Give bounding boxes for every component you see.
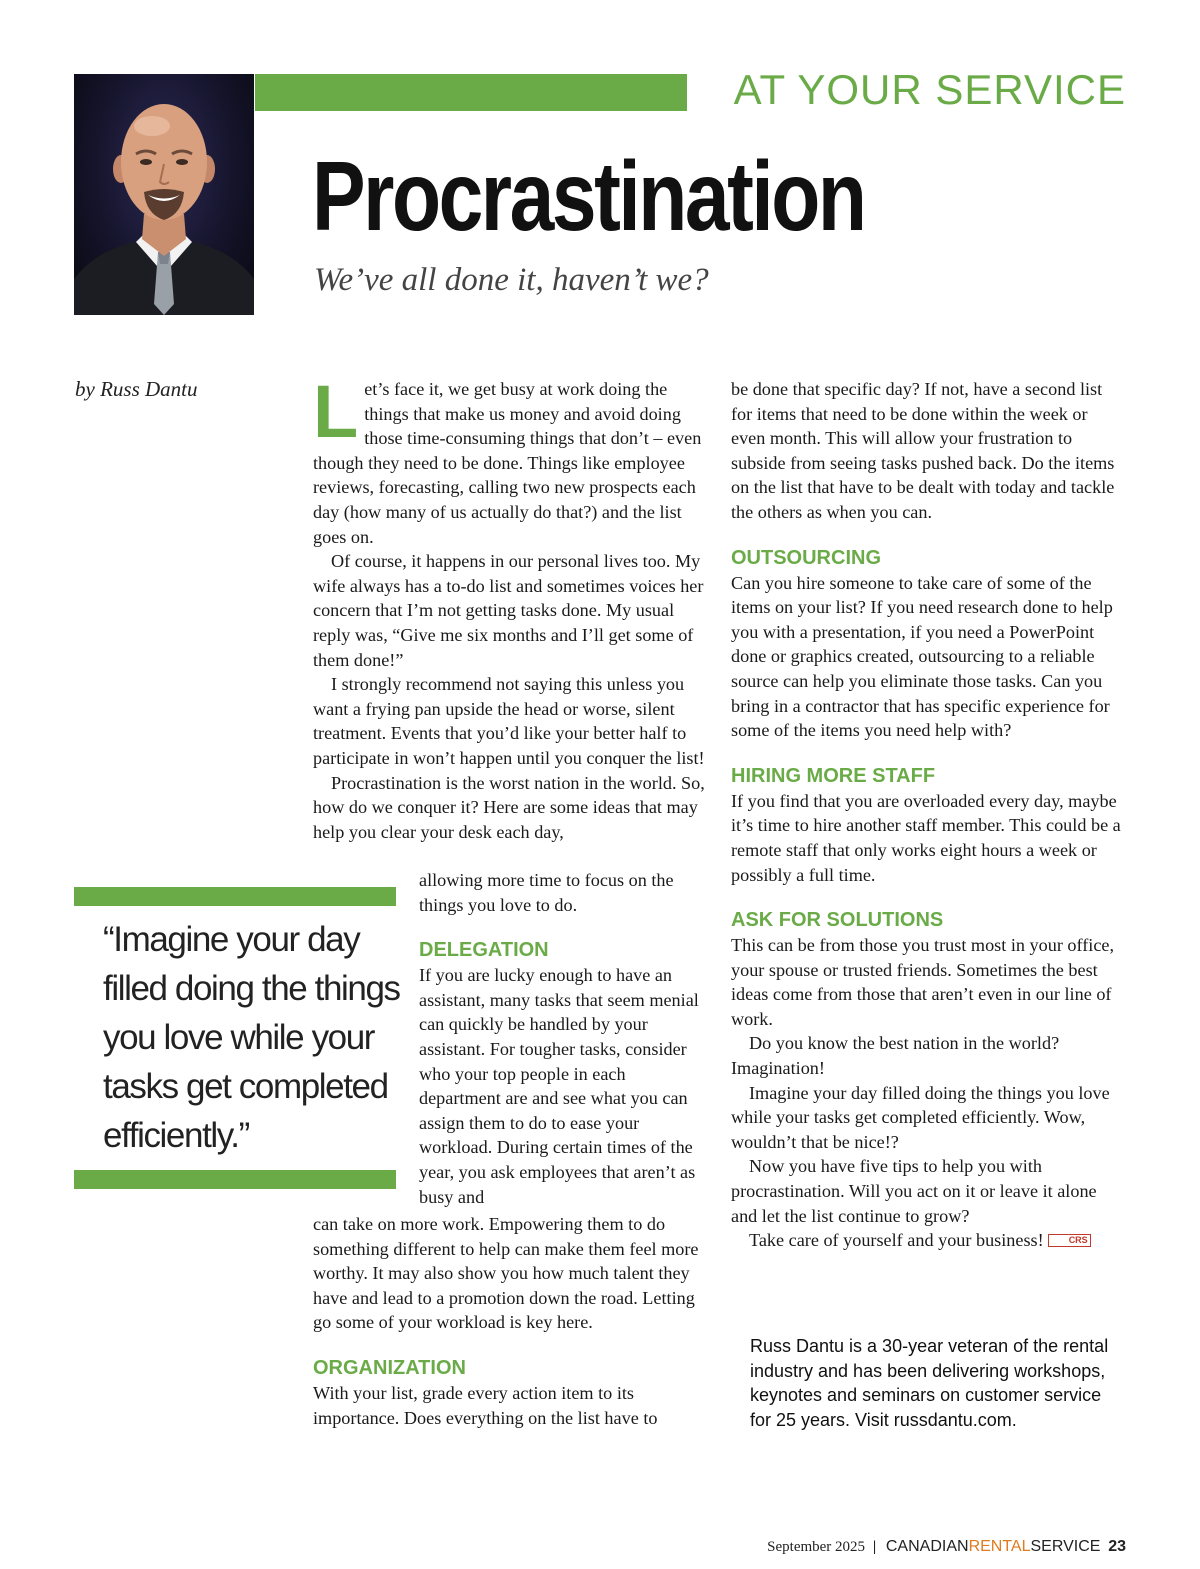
article-paragraph: Take care of yourself and your business! CRS	[731, 1228, 1125, 1253]
article-column-1-bottom	[313, 1212, 705, 1430]
author-byline: by Russ Dantu	[75, 377, 198, 401]
article-column-2	[731, 377, 1125, 1253]
author-photo	[74, 74, 254, 315]
section-label: AT YOUR SERVICE	[733, 66, 1126, 113]
article-paragraph: Let’s face it, we get busy at work doing the things that make us money and avoid doing those time-consuming things that don’t – even though they need to be done. Things like employee reviews, forecasting, calling two new prospects each day (how many of us actually do that?) and the list goes on.	[313, 370, 702, 547]
author-bio: Russ Dantu is a 30-year veteran of the rental industry and has been delivering workshops, keynotes and seminars on customer service for 25 years. Visit russdantu.com.	[750, 1336, 1109, 1430]
pullquote-bar-top	[74, 887, 396, 906]
subheading-organization: ORGANIZATION	[313, 1356, 466, 1379]
footer-separator: |	[872, 1539, 877, 1555]
drop-cap: L	[313, 370, 359, 453]
article-column-1-top	[313, 370, 705, 844]
subheading-outsourcing: OUTSOURCING	[731, 546, 881, 569]
article-column-1-middle	[419, 868, 705, 1209]
article-paragraph: With your list, grade every action item to its importance. Does everything on the list have to	[313, 1382, 658, 1428]
article-paragraph: can take on more work. Empowering them to do something different to help can make them feel more worthy. It may also show you how much talent they have and lead to a promotion down the road. Letting go some of your workload is key here.	[313, 1214, 699, 1333]
article-subhead: We’ve all done it, haven’t we?	[314, 262, 709, 298]
article-paragraph: This can be from those you trust most in your office, your spouse or trusted friends. Sometimes the best ideas come from those that aren’t even in our line of work.	[731, 935, 1115, 1029]
subheading-hiring: HIRING MORE STAFF	[731, 764, 936, 787]
pull-quote: “Imagine your day filled doing the things you love while your tasks get completed efficiently.”	[103, 920, 400, 1155]
article-paragraph: Of course, it happens in our personal lives too. My wife always has a to-do list and sometimes voices her concern that I’m not getting tasks done. My usual reply was, “Give me six months and I’ll get some of them done!”	[313, 551, 704, 670]
subheading-solutions: ASK FOR SOLUTIONS	[731, 909, 944, 932]
article-paragraph: Imagine your day filled doing the things you love while your tasks get completed efficiently. Wow, wouldn’t that be nice!?	[731, 1082, 1110, 1152]
header-accent-bar	[255, 74, 687, 111]
article-paragraph: Can you hire someone to take care of some of the items on your list? If you need research done to help you with a presentation, if you need a PowerPoint done or graphics created, outsourcing to a reliable source can help you eliminate those tasks. Can you bring in a contractor that has specific experience for some of the items you need help with?	[731, 572, 1113, 741]
issue-date: September 2025	[767, 1539, 866, 1555]
article-paragraph: allowing more time to focus on the things you love to do.	[419, 870, 674, 915]
article-paragraph: Procrastination is the worst nation in the world. So, how do we conquer it? Here are some ideas that may help you clear your desk each day,	[313, 772, 705, 842]
article-paragraph: be done that specific day? If not, have a second list for items that need to be done within the week or even month. This will allow your frustration to subside from seeing tasks pushed back. Do the items on the list that have to be dealt with today and tackle the others as when you can.	[731, 379, 1115, 522]
article-paragraph: If you are lucky enough to have an assistant, many tasks that seem menial can quickly be handled by your assistant. For tougher tasks, consider who your top people in each department are and see what you can assign them to do to ease your workload. During certain times of the year, you ask employees that aren’t as busy and	[419, 965, 699, 1207]
page-number: 23	[1108, 1538, 1126, 1555]
magazine-name: CANADIANRENTALSERVICE	[885, 1538, 1101, 1555]
subheading-delegation: DELEGATION	[419, 939, 549, 962]
page-footer	[767, 1538, 1126, 1556]
article-headline: Procrastination	[312, 141, 865, 251]
article-paragraph: I strongly recommend not saying this unless you want a frying pan upside the head or worse, silent treatment. Events that you’d like your better half to participate in won’t happen until you conquer the list!	[313, 674, 705, 768]
article-paragraph: Do you know the best nation in the world? Imagination!	[731, 1033, 1060, 1079]
article-paragraph: Now you have five tips to help you with procrastination. Will you act on it or leave it alone and let the list continue to grow?	[731, 1156, 1097, 1226]
crs-end-mark: CRS	[1048, 1234, 1091, 1247]
article-paragraph: If you find that you are overloaded every day, maybe it’s time to hire another staff member. This could be a remote staff that only works eight hours a week or possibly a full time.	[731, 790, 1121, 885]
pullquote-bar-bottom	[74, 1170, 396, 1189]
